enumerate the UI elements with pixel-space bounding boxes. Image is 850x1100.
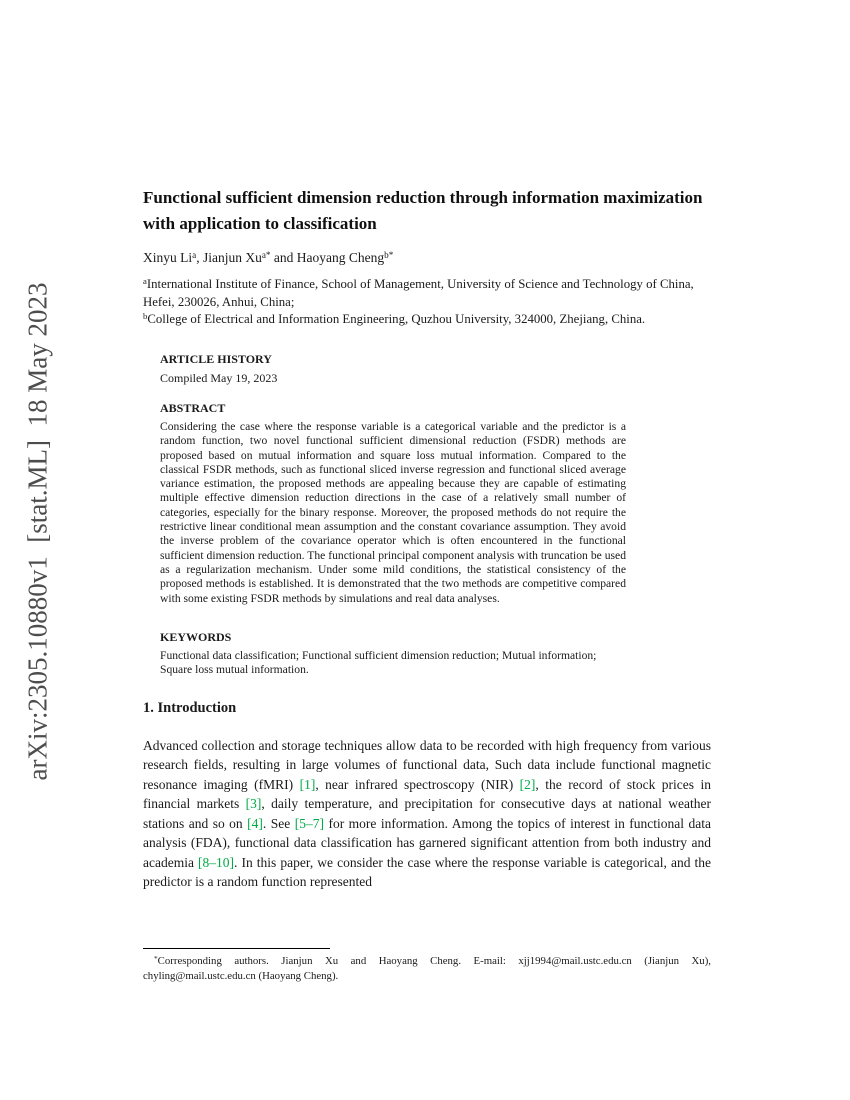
- citation-link[interactable]: [8–10]: [198, 854, 235, 870]
- article-history-heading: ARTICLE HISTORY: [160, 352, 272, 366]
- keywords-heading: KEYWORDS: [160, 629, 232, 644]
- paper-title: Functional sufficient dimension reduction through information maximization with application to classification: [143, 188, 703, 233]
- text-run: International Institute of Finance, School of Management, University of Science and Technology of China, Hefei, 230026, Anhui, China;: [143, 277, 694, 309]
- affiliation-b: [143, 311, 711, 329]
- footnote-text: [143, 954, 711, 983]
- text-run: Xinyu Li: [143, 250, 193, 265]
- footnote-rule: [143, 948, 330, 949]
- footnote-block: [143, 948, 711, 983]
- arxiv-watermark: arXiv:2305.10880v1 [stat.ML] 18 May 2023: [22, 282, 53, 781]
- text-run: . In this paper, we consider the case where the response variable is categorical, and the predictor is a random function represented: [143, 854, 712, 890]
- text-run: , daily temperature, and precipitation for consecutive days at national weather stations and so on: [143, 796, 711, 831]
- affiliation-a: [143, 276, 711, 311]
- text-run: Corresponding authors. Jianjun Xu and Haoyang Cheng. E-mail: xjj1994@mail.ustc.edu.cn (Jianjun Xu), chyling@mail.ustc.edu.cn (Haoyang Cheng).: [143, 955, 711, 982]
- citation-link[interactable]: [5–7]: [294, 815, 324, 831]
- superscript: a: [192, 249, 197, 260]
- introduction-paragraph: [143, 736, 711, 892]
- superscript: a*: [261, 249, 271, 260]
- abstract-text: Considering the case where the response variable is a categorical variable and the predictor is a random function, two novel functional sufficient dimensional reduction (FSDR) methods are proposed based on mutual information and square loss mutual information. Compared to the classical FSDR methods, such as functional sliced inverse regression and functional sliced average variance estimation, the proposed methods are appealing because they are capable of estimating multiple effective dimension reduction directions in the case of a relatively small number of categories, especially for the binary response. Moreover, the proposed methods do not require the restrictive linear conditional mean assumption and the constant covariance assumption. They avoid the inverse problem of the covariance operator which is often encountered in the functional sufficient dimension reduction. The functional principal component analysis with truncation be used as a regularization mechanism. Under some mild conditions, the statistical consistency of the proposed methods is established. It is demonstrated that the two methods are competitive compared with some existing FSDR methods by simulations and real data analyses.: [160, 420, 626, 605]
- text-run: College of Electrical and Information Engineering, Quzhou University, 324000, Zhejiang, China.: [147, 312, 646, 326]
- text-run: and Haoyang Cheng: [270, 250, 385, 265]
- superscript: *: [154, 953, 158, 963]
- keywords-block: [160, 630, 626, 678]
- text-run: , the record of stock prices in financial markets: [143, 776, 711, 812]
- citation-link[interactable]: [3]: [245, 796, 262, 812]
- text-run: , Jianjun Xu: [196, 250, 262, 265]
- authors-line: [143, 250, 711, 266]
- article-history-block: [160, 352, 626, 386]
- text-run: , near infrared spectroscopy (NIR): [315, 776, 520, 792]
- section-heading-introduction: 1. Introduction: [143, 699, 237, 716]
- abstract-heading: ABSTRACT: [160, 401, 226, 415]
- superscript: b: [143, 311, 148, 322]
- superscript: a: [143, 276, 147, 287]
- abstract-block: [160, 401, 626, 606]
- paper-content-column: [143, 0, 711, 892]
- affiliations-block: [143, 276, 711, 329]
- keywords-text: Functional data classification; Functional sufficient dimension reduction; Mutual information; Square loss mutual information.: [160, 648, 597, 677]
- citation-link[interactable]: [2]: [519, 776, 536, 792]
- compiled-date: Compiled May 19, 2023: [160, 371, 278, 385]
- citation-link[interactable]: [1]: [299, 776, 316, 792]
- superscript: b*: [384, 249, 394, 260]
- text-run: Advanced collection and storage techniques allow data to be recorded with high frequency from various research fields, resulting in large volumes of functional data, Such data include functional magnetic resonance imaging (fMRI): [143, 737, 711, 792]
- text-run: for more information. Among the topics of interest in functional data analysis (FDA), functional data classification has garnered significant attention from both industry and academia: [143, 815, 711, 870]
- citation-link[interactable]: [4]: [247, 815, 263, 831]
- text-run: . See: [262, 815, 295, 831]
